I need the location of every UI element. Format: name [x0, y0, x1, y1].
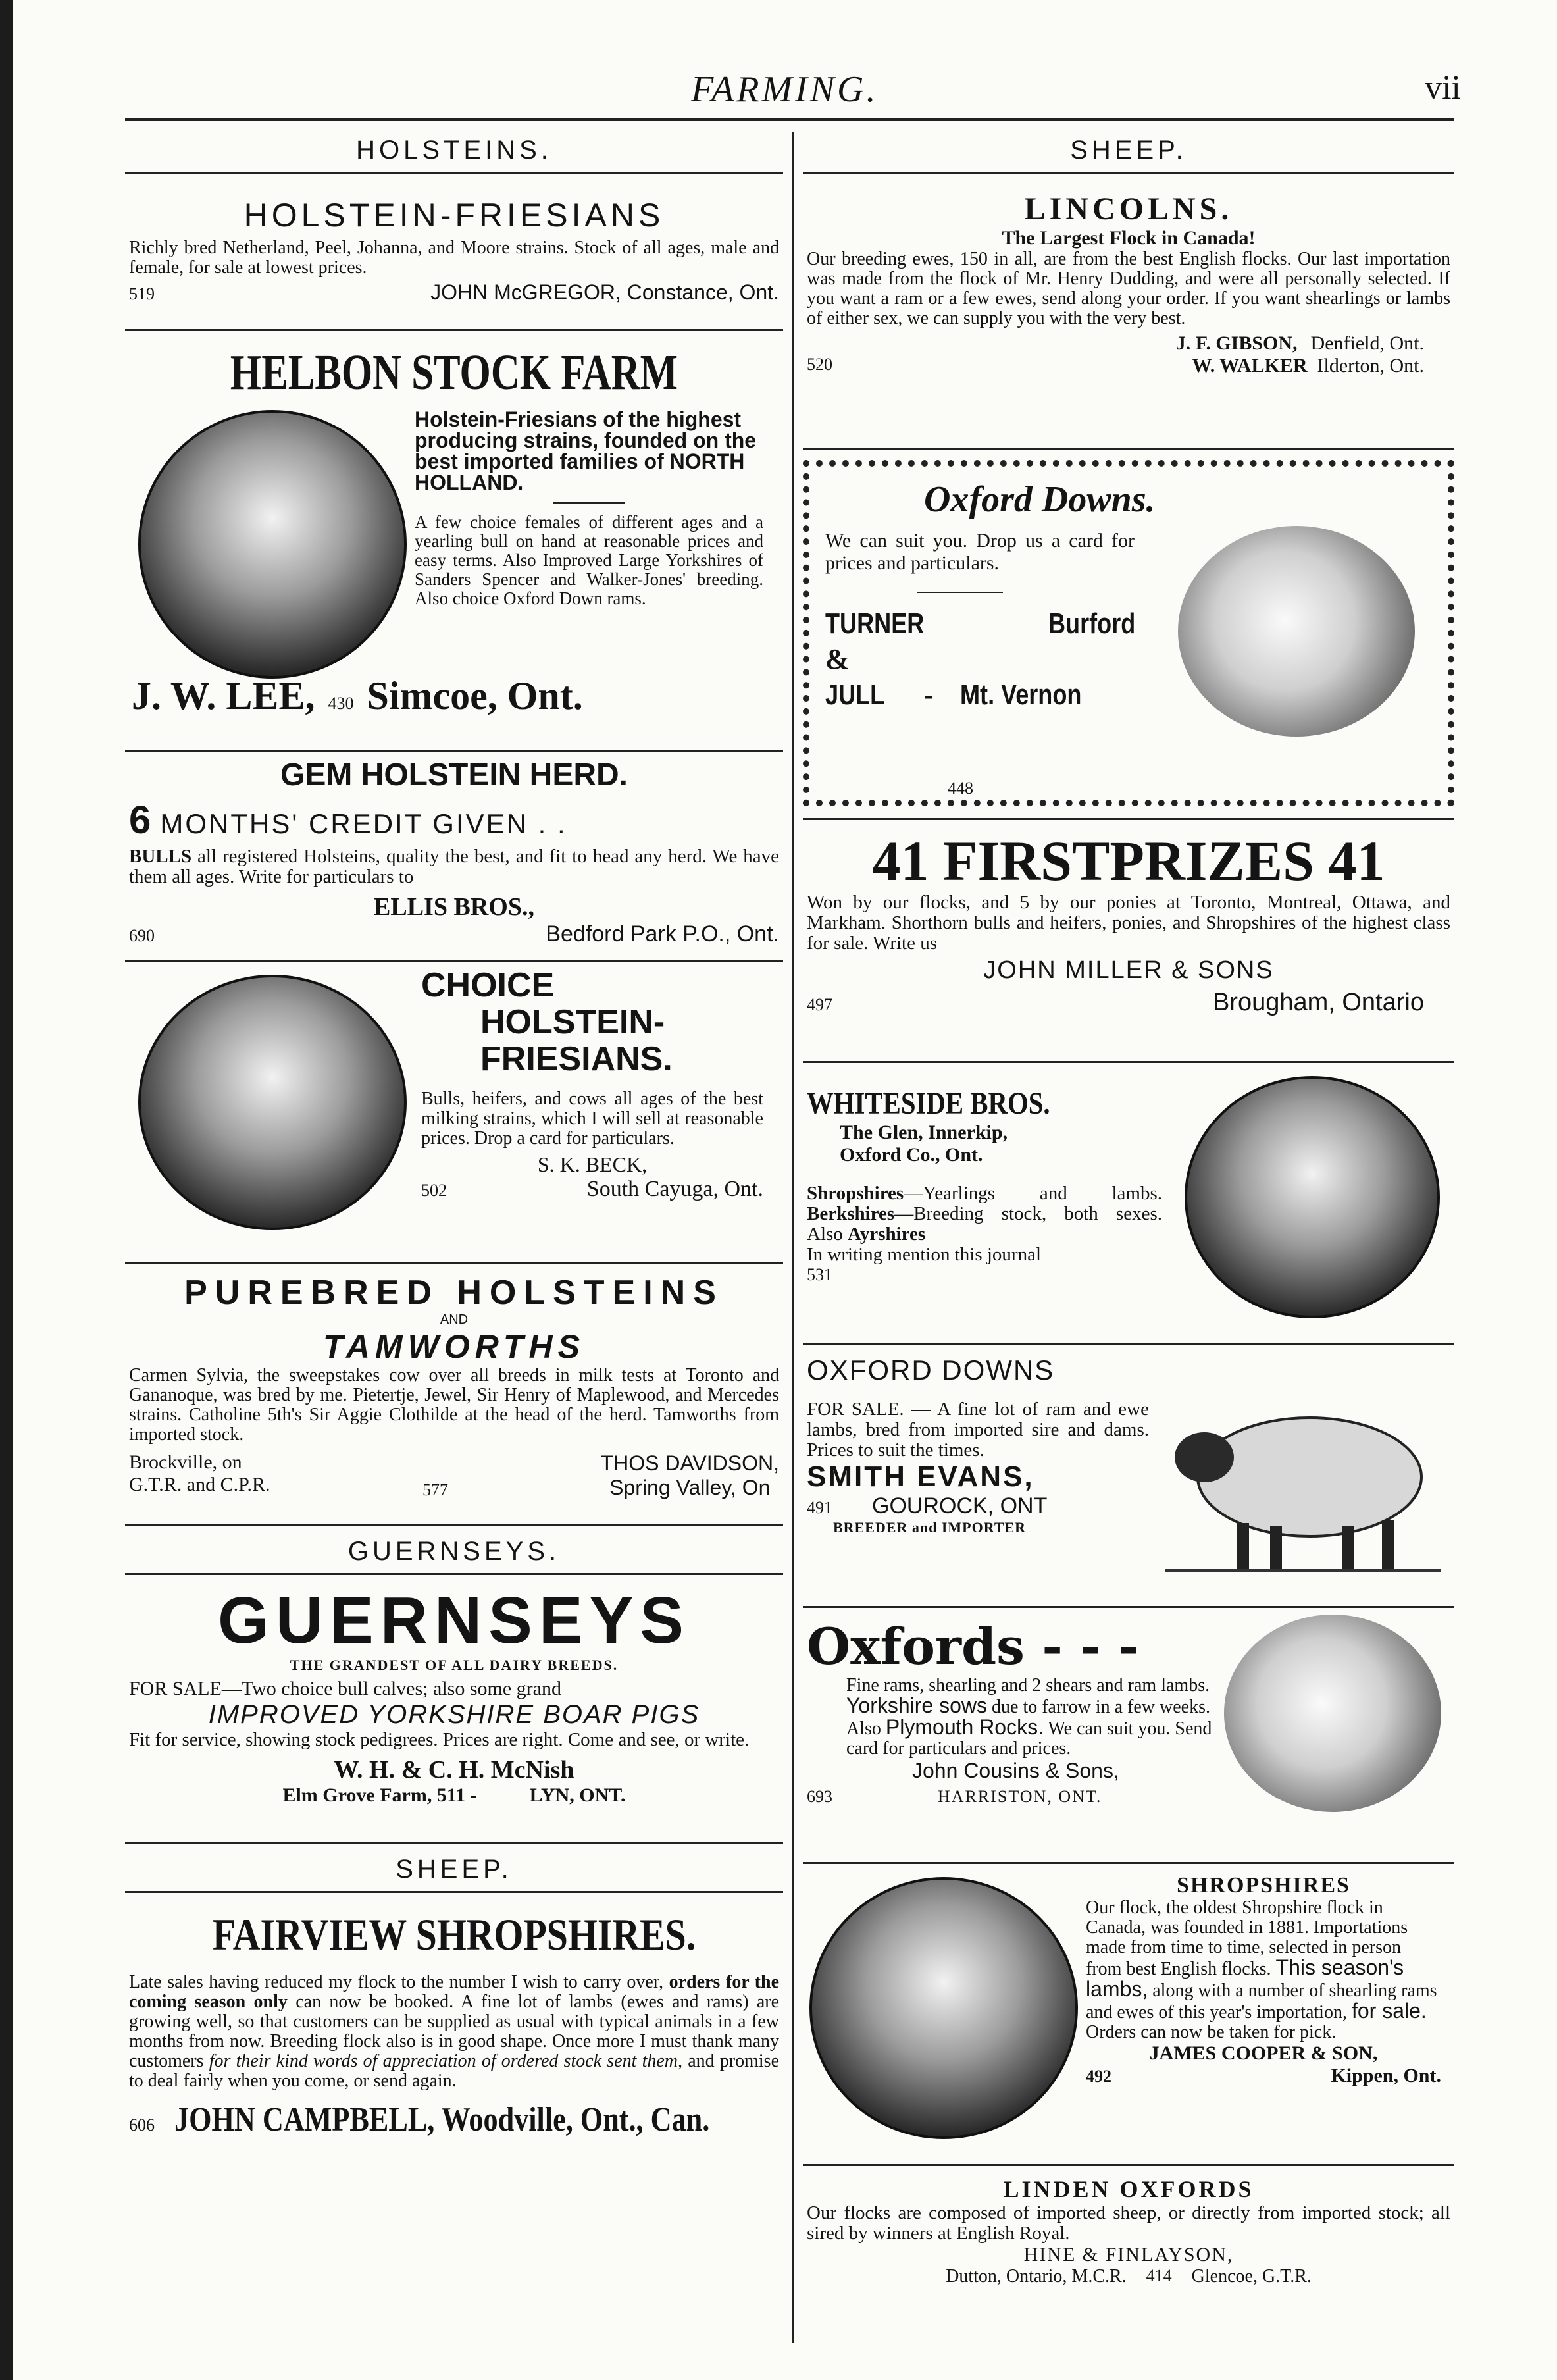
scan-binding-edge	[0, 0, 13, 2380]
ad-location: Spring Valley, On	[609, 1476, 771, 1499]
ad-body: Richly bred Netherland, Peel, Johanna, and Moore strains. Stock of all ages, male and female, for sale at lowest prices.	[129, 238, 779, 278]
ad-body: FOR SALE. — A fine lot of ram and ewe lambs, bred from imported sire and dams. Prices to suit the times.	[807, 1399, 1149, 1461]
section-heading-guernseys: GUERNSEYS.	[125, 1526, 783, 1575]
ad-breed-3: Ayrshires	[848, 1224, 926, 1245]
ad-title: LINDEN OXFORDS	[1003, 2176, 1254, 2202]
ad-title: PUREBRED HOLSTEINS	[184, 1274, 724, 1312]
ampersand: &	[825, 643, 850, 675]
ad-number: 502	[421, 1181, 447, 1200]
ad-choice-holstein-friesians	[125, 962, 783, 1264]
ad-advertiser: J. W. LEE,	[132, 674, 315, 717]
ad-title-2: TAMWORTHS	[323, 1328, 585, 1365]
ad-41-firstprizes	[803, 820, 1454, 1063]
ad-location: South Cayuga, Ont.	[586, 1177, 763, 1201]
ad-number: 448	[948, 779, 973, 798]
page-number: vii	[1425, 69, 1461, 107]
ad-conjunction: AND	[440, 1312, 469, 1327]
ad-bold-2: for sale.	[1351, 1999, 1427, 2023]
ad-advertiser: SMITH EVANS,	[807, 1461, 1034, 1493]
right-column	[803, 125, 1454, 2315]
ad-number: 520	[807, 355, 832, 374]
ad-title: GEM HOLSTEIN HERD.	[280, 758, 628, 792]
ad-linden-oxfords	[803, 2166, 1454, 2315]
ad-advertiser: HINE & FINLAYSON,	[1023, 2244, 1234, 2265]
ad-body: Bulls, heifers, and cows all ages of the best milking strains, which I will sell at reasonable prices. Drop a card for particulars.	[421, 1089, 763, 1149]
ad-number: 693	[807, 1787, 832, 1806]
sheep-portrait-image	[809, 1877, 1078, 2139]
ad-location: Bedford Park P.O., Ont.	[546, 921, 779, 946]
ad-number: 531	[807, 1265, 832, 1284]
ad-advertiser: THOS DAVIDSON,	[600, 1451, 779, 1475]
page-header	[105, 66, 1461, 118]
ad-oxfords-cousins	[803, 1608, 1454, 1864]
left-column	[125, 125, 783, 2200]
ad-title: SHROPSHIRES	[1177, 1873, 1350, 1898]
ad-text-3: In writing mention this journal	[807, 1244, 1042, 1265]
breeder-name-1: TURNER	[825, 608, 925, 640]
cow-portrait-image	[138, 410, 407, 679]
ad-bold-2: Plymouth Rocks.	[885, 1715, 1044, 1739]
ad-advertiser: JOHN MILLER & SONS	[983, 956, 1274, 984]
ad-title-line-2: HOLSTEIN-	[480, 1003, 665, 1041]
ad-body-3: and promise to deal fairly when you come, or send again.	[129, 2051, 780, 2091]
ad-body: Carmen Sylvia, the sweepstakes cow over all breeds in milk tests at Toronto and Gananoque, was bred by me. Pietertje, Jewel, Sir Henry of Maplewood, and Mercedes strains. Catholine 5th's Sir Aggie Clothilde at the head of the herd. Tamworths from imported stock.	[129, 1365, 779, 1445]
divider	[917, 592, 1003, 593]
ad-oxford-downs-smith-evans	[803, 1345, 1454, 1608]
ad-body: We can suit you. Drop us a card for prices and particulars.	[825, 530, 1135, 574]
ad-title: FAIRVIEW SHROPSHIRES.	[212, 1909, 696, 1959]
ad-location: LYN, ONT.	[529, 1784, 626, 1806]
ad-number: 690	[129, 926, 155, 945]
breeder-place-2: Mt. Vernon	[959, 679, 1082, 711]
ad-body: A few choice females of different ages and a yearling bull on hand at reasonable prices and easy terms. Also Improved Large Yorkshires of Sanders Spencer and Walker-Jones' breeding. Also choice Oxford Down rams.	[415, 512, 763, 608]
ad-number: 492	[1086, 2067, 1111, 2086]
ad-location-1: Dutton, Ontario, M.C.R.	[946, 2266, 1127, 2287]
ad-body-3: Orders can now be taken for pick.	[1086, 2022, 1337, 2042]
ad-bold-1: This season's lambs,	[1086, 1955, 1404, 2001]
ad-guernseys-mcnish	[125, 1575, 783, 1844]
ad-title: WHITESIDE BROS.	[807, 1086, 1050, 1121]
ad-body-3: We can suit you. Send card for particulars and prices.	[846, 1719, 1212, 1759]
running-title: FARMING.	[691, 69, 879, 110]
ad-body-2: due to farrow in a few weeks. Also	[846, 1697, 1210, 1739]
ad-advertiser: John Cousins & Sons,	[912, 1759, 1119, 1782]
ad-breed-1: Shropshires	[807, 1183, 904, 1204]
column-divider	[792, 132, 794, 2343]
ad-title: Oxford Downs.	[924, 479, 1156, 520]
section-heading-sheep-left: SHEEP.	[125, 1844, 783, 1893]
ad-location-2: Ilderton, Ont.	[1317, 355, 1424, 376]
ad-body: Won by our flocks, and 5 by our ponies at Toronto, Montreal, Ottawa, and Markham. Shorthorn bulls and heifers, ponies, and Shropshires of the highest class for sale. Write us	[807, 892, 1450, 954]
ad-holstein-friesians-mcgregor	[125, 174, 783, 331]
ad-advertiser: JOHN McGREGOR, Constance, Ont.	[430, 280, 779, 304]
ad-advertiser-1: J. F. GIBSON,	[1175, 332, 1298, 354]
ad-sale-line: FOR SALE—Two choice bull calves; also some grand	[129, 1678, 561, 1699]
ad-location-2: Glencoe, G.T.R.	[1191, 2266, 1312, 2287]
ad-advertiser: ELLIS BROS.,	[374, 893, 534, 921]
ad-location: Simcoe, Ont.	[367, 674, 583, 717]
ad-advertiser: JAMES COOPER & SON,	[1149, 2042, 1378, 2064]
ad-body-emphasis: orders for the coming season only	[129, 1972, 779, 2012]
ad-address-1: The Glen, Innerkip,	[840, 1122, 1008, 1143]
ad-number: 430	[328, 694, 354, 713]
breeder-name-2: JULL	[825, 679, 885, 711]
ad-subtitle: THE GRANDEST OF ALL DAIRY BREEDS.	[290, 1657, 619, 1673]
ad-title: HELBON STOCK FARM	[230, 345, 678, 400]
ad-title: 41 FIRSTPRIZES 41	[872, 829, 1385, 892]
ad-address-2: Oxford Co., Ont.	[840, 1144, 983, 1166]
ad-title: GUERNSEYS	[218, 1584, 690, 1657]
ad-body-italic: for their kind words of appreciation of ordered stock sent them,	[209, 2051, 682, 2071]
ad-location: Brougham, Ontario	[1212, 989, 1424, 1016]
ad-oxford-downs-turner-jull	[803, 450, 1454, 820]
header-rule	[125, 118, 1454, 121]
ad-location: Kippen, Ont.	[1331, 2065, 1441, 2086]
ad-body-1: Our flock, the oldest Shropshire flock in Canada, was founded in 1881. Importations made from time to time, selected in person from best English flocks.	[1086, 1898, 1408, 1979]
ad-rail-line-2: G.T.R. and C.P.R.	[129, 1474, 270, 1495]
ad-number: 497	[807, 995, 832, 1014]
ad-pigs-line: IMPROVED YORKSHIRE BOAR PIGS	[208, 1700, 700, 1729]
ad-breed-2: Berkshires	[807, 1203, 895, 1224]
ad-farm: Elm Grove Farm, 511 -	[282, 1784, 477, 1806]
ad-title: Oxfords - - -	[807, 1617, 1139, 1676]
ad-lead-text: Holstein-Friesians of the highest producing strains, founded on the best imported families of NORTH HOLLAND.	[415, 407, 757, 494]
ad-gem-holstein-herd	[125, 752, 783, 962]
ad-tag: BREEDER and IMPORTER	[833, 1519, 1027, 1536]
ad-whiteside-bros	[803, 1063, 1454, 1345]
separator-dash: -	[924, 679, 934, 711]
ad-big-numeral: 6	[129, 798, 151, 842]
sheep-head-image	[1224, 1615, 1441, 1812]
ad-number: 491	[807, 1498, 832, 1517]
ad-title-line-1: CHOICE	[421, 966, 555, 1004]
ad-body: all registered Holsteins, quality the best, and fit to head any herd. We have them all ages. Write for particulars to	[129, 846, 779, 887]
ad-number: 606	[129, 2115, 155, 2134]
sheep-portrait-image	[1185, 1076, 1440, 1318]
ad-location: GOUROCK, ONT	[872, 1493, 1048, 1518]
ad-purebred-holsteins-tamworths	[125, 1264, 783, 1526]
ad-title-line-3: FRIESIANS.	[480, 1040, 673, 1078]
section-heading-sheep-right: SHEEP.	[803, 125, 1454, 174]
ad-shropshires-cooper	[803, 1864, 1454, 2166]
ad-number: 577	[422, 1480, 449, 1499]
ad-bold-1: Yorkshire sows	[846, 1694, 988, 1717]
ad-lead-word: BULLS	[129, 846, 192, 867]
ad-location-1: Denfield, Ont.	[1310, 332, 1424, 354]
ad-title: LINCOLNS.	[1024, 192, 1233, 226]
ad-subtitle: The Largest Flock in Canada!	[1002, 227, 1256, 249]
breeder-place-1: Burford	[1048, 608, 1135, 640]
ad-lincolns	[803, 174, 1454, 450]
ad-subtitle: MONTHS' CREDIT GIVEN . .	[160, 808, 567, 839]
section-heading-holsteins: HOLSTEINS.	[125, 125, 783, 174]
ad-advertiser: W. H. & C. H. McNish	[334, 1756, 574, 1784]
ad-body-2: along with a number of shearling rams and ewes of this year's importation,	[1086, 1980, 1437, 2023]
ad-helbon-stock-farm	[125, 331, 783, 752]
ad-body-1: Fine rams, shearling and 2 shears and ram lambs.	[846, 1675, 1210, 1695]
cow-portrait-image	[138, 975, 407, 1230]
ad-body-2: can now be booked. A fine lot of lambs (ewes and rams) are growing well, so that customers can be supplied as usual with typical animals in a few months from now. Breeding flock also is in good shape. Once more I must thank many customers	[129, 1992, 780, 2071]
ad-title: OXFORD DOWNS	[807, 1355, 1055, 1385]
ad-fairview-shropshires	[125, 1893, 783, 2200]
ad-number: 414	[1146, 2266, 1172, 2285]
ad-text-2: —Breeding stock, both sexes. Also	[807, 1203, 1162, 1245]
ad-location: HARRISTON, ONT.	[938, 1787, 1102, 1806]
ad-body: Fit for service, showing stock pedigrees. Prices are right. Come and see, or write.	[129, 1729, 750, 1750]
ad-body-1: Late sales having reduced my flock to the number I wish to carry over,	[129, 1972, 664, 1992]
divider	[553, 502, 625, 504]
ad-body: Our flocks are composed of imported sheep, or directly from imported stock; all sired by winners at English Royal.	[807, 2202, 1450, 2244]
ad-advertiser-2: W. WALKER	[1192, 355, 1308, 376]
ad-title: HOLSTEIN-FRIESIANS	[243, 197, 665, 234]
ad-advertiser: S. K. BECK,	[537, 1152, 648, 1176]
ad-body: Our breeding ewes, 150 in all, are from the best English flocks. Our last importation was made from the flock of Mr. Henry Dudding, and were all personally selected. If you want a ram or a few ewes, send along your order. If you want shearlings or lambs of either sex, we can supply you with the very best.	[807, 249, 1450, 328]
ad-text-1: —Yearlings and lambs.	[904, 1183, 1162, 1204]
ad-number: 519	[129, 284, 155, 303]
sheep-image	[1165, 1385, 1441, 1576]
ad-advertiser: JOHN CAMPBELL, Woodville, Ont., Can.	[174, 2101, 710, 2138]
ad-rail-line-1: Brockville, on	[129, 1451, 242, 1473]
sheep-head-image	[1178, 526, 1415, 737]
